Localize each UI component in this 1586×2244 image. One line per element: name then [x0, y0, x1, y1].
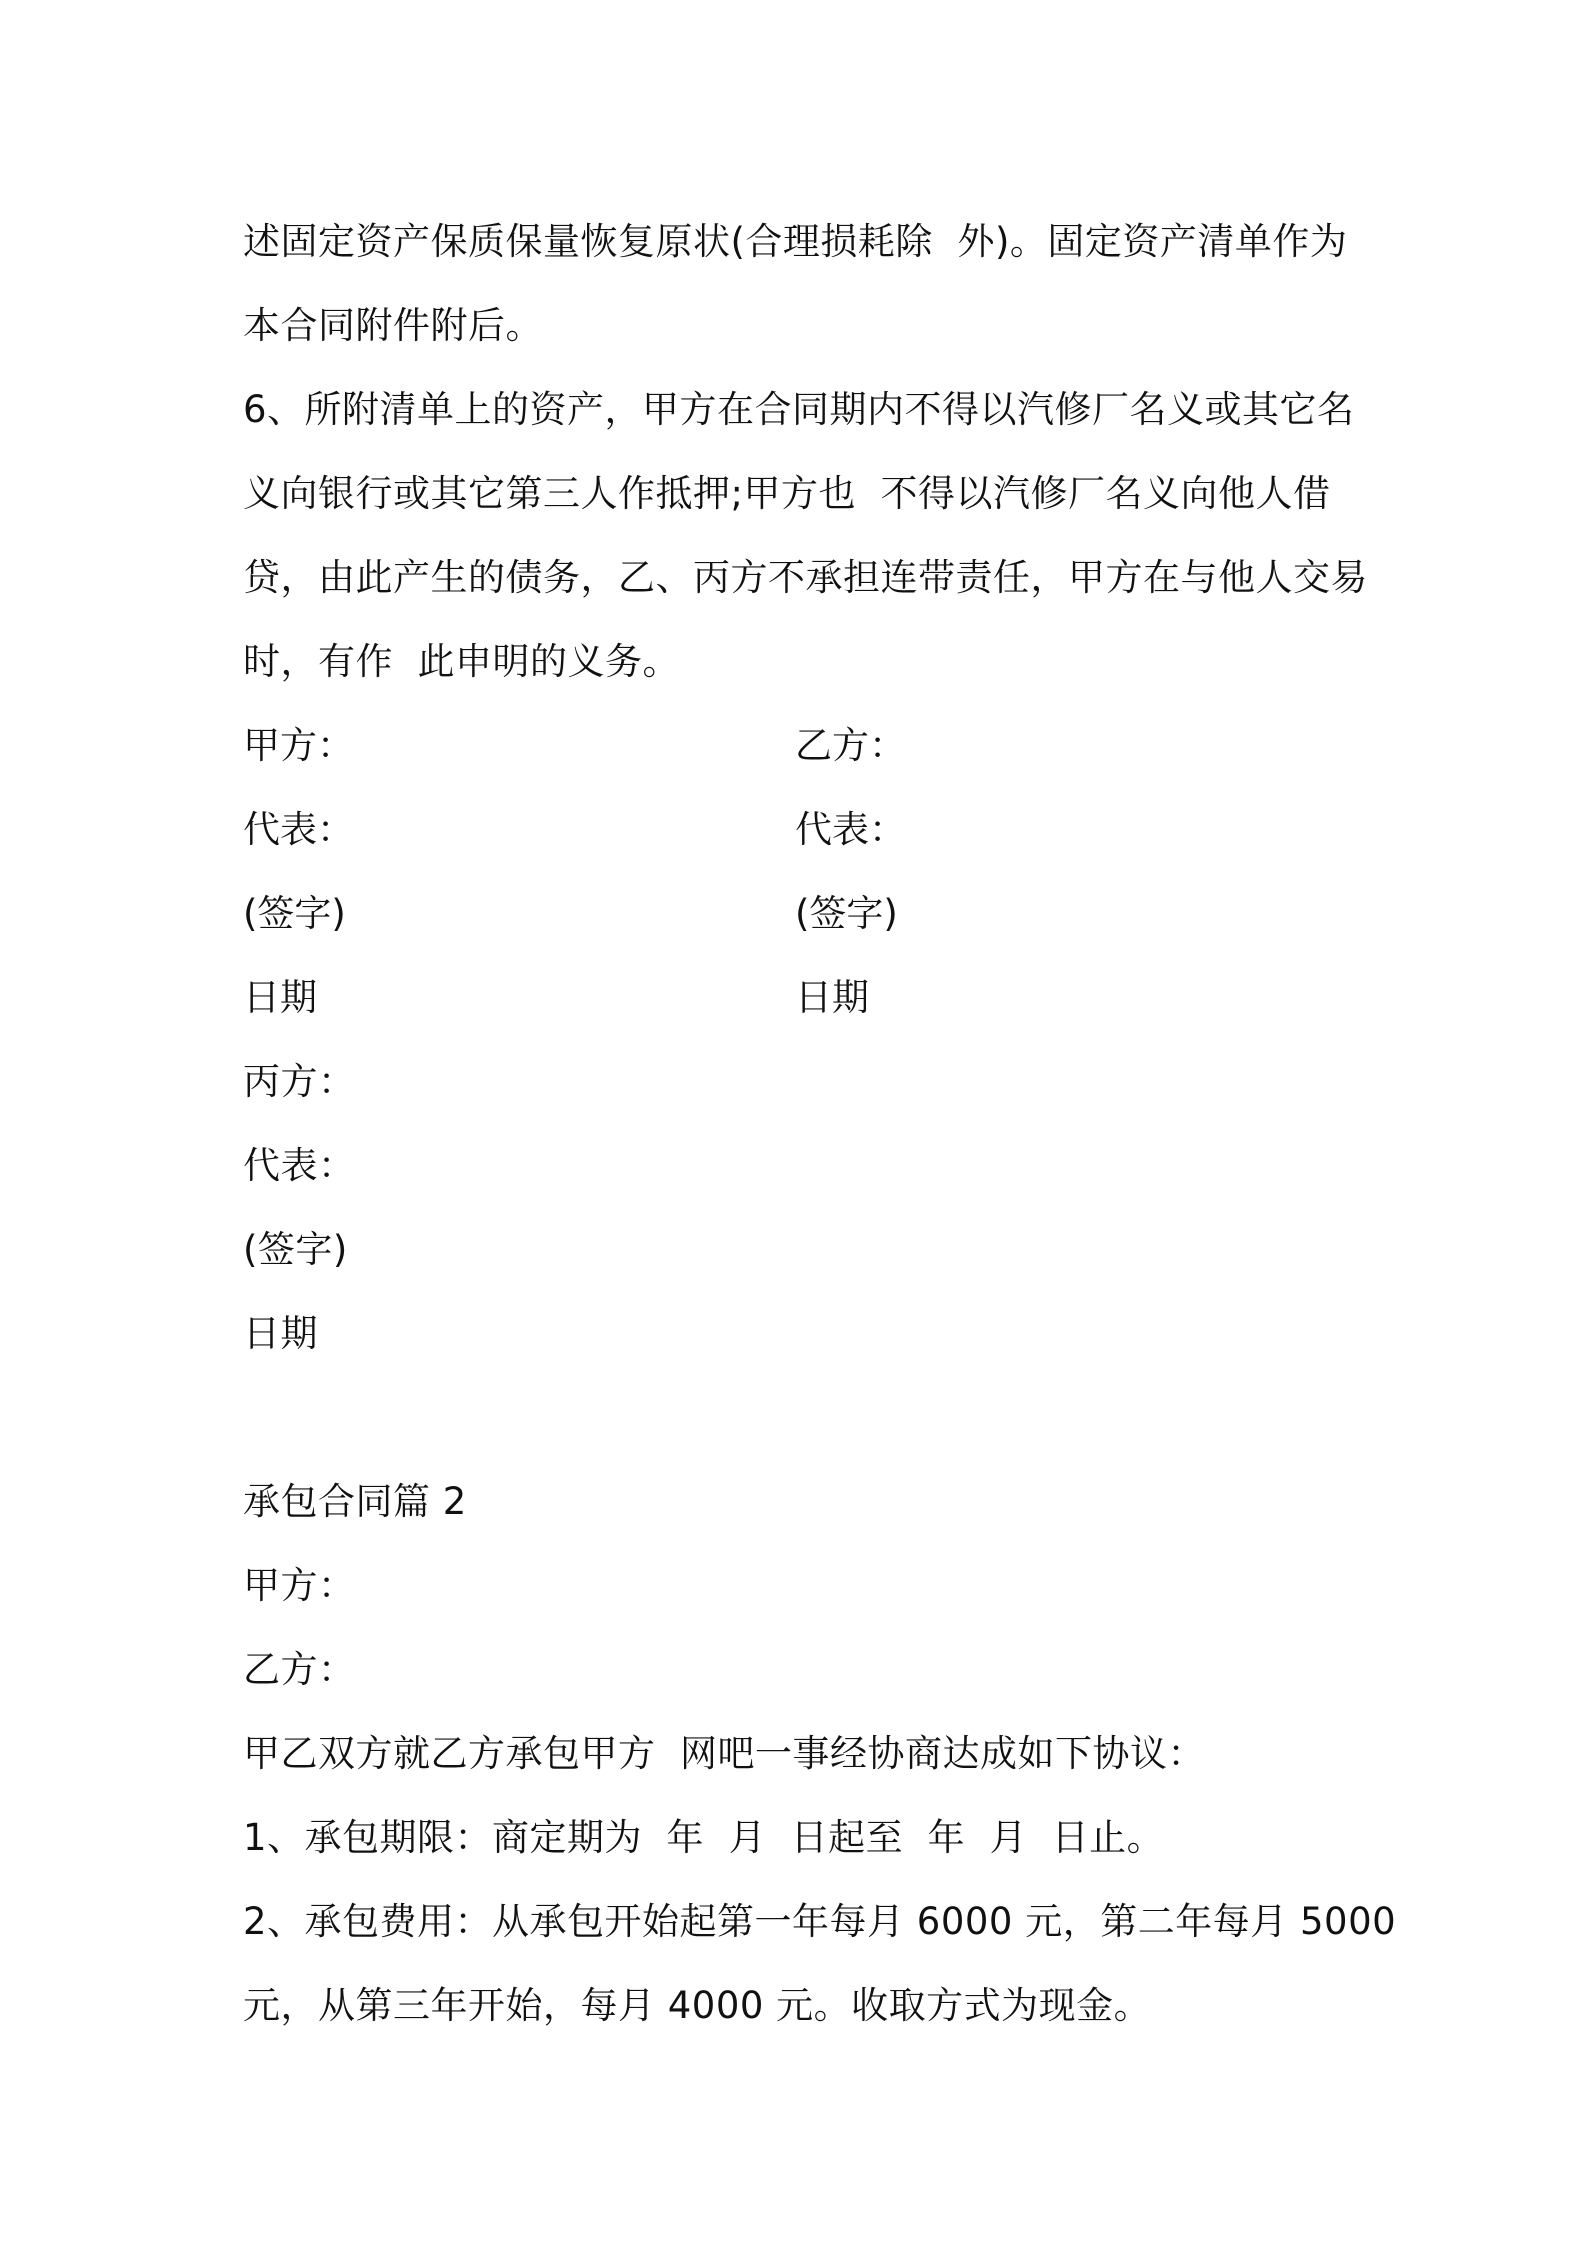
sign-b-label: (签字) — [795, 892, 898, 935]
clause-fee-line: 元，从第三年开始，每月 4000 元。收取方式为现金。 — [243, 1984, 1152, 2027]
rep-b-label: 代表： — [795, 808, 906, 851]
sign-c-label: (签字) — [243, 1228, 348, 1271]
party-a-label: 甲方： — [243, 724, 354, 767]
paragraph-line: 贷，由此产生的债务，乙、丙方不承担连带责任，甲方在与他人交易 — [243, 556, 1368, 599]
signature-row-party — [243, 704, 1363, 788]
party-b-label: 乙方： — [243, 1648, 356, 1691]
date-c-label: 日期 — [243, 1312, 318, 1355]
date-b-label: 日期 — [795, 976, 869, 1019]
sign-a-label: (签字) — [243, 892, 346, 935]
clause-fee-line: 2、承包费用：从承包开始起第一年每月 6000 元，第二年每月 5000 — [243, 1900, 1397, 1943]
party-a-label: 甲方： — [243, 1564, 356, 1607]
signature-row-representative — [243, 788, 1363, 872]
signature-row-date — [243, 956, 1363, 1040]
paragraph-line: 6、所附清单上的资产，甲方在合同期内不得以汽修厂名义或其它名 — [243, 388, 1355, 431]
paragraph-line: 时，有作 此申明的义务。 — [243, 640, 681, 683]
party-c-label: 丙方： — [243, 1060, 356, 1103]
section-heading: 承包合同篇 2 — [243, 1480, 467, 1523]
rep-c-label: 代表： — [243, 1144, 356, 1187]
document-body — [243, 200, 1397, 2048]
paragraph-line: 义向银行或其它第三人作抵押;甲方也 不得以汽修厂名义向他人借 — [243, 472, 1331, 515]
paragraph-line: 本合同附件附后。 — [243, 304, 543, 347]
rep-a-label: 代表： — [243, 808, 354, 851]
section-gap — [243, 1376, 1363, 1460]
paragraph-line: 述固定资产保质保量恢复原状(合理损耗除 外)。固定资产清单作为 — [243, 220, 1348, 263]
clause-term: 1、承包期限：商定期为 年 月 日起至 年 月 日止。 — [243, 1816, 1165, 1859]
date-a-label: 日期 — [243, 976, 317, 1019]
party-b-label: 乙方： — [795, 724, 906, 767]
signature-row-sign — [243, 872, 1363, 956]
agreement-intro: 甲乙双方就乙方承包甲方 网吧一事经协商达成如下协议： — [243, 1732, 1206, 1775]
